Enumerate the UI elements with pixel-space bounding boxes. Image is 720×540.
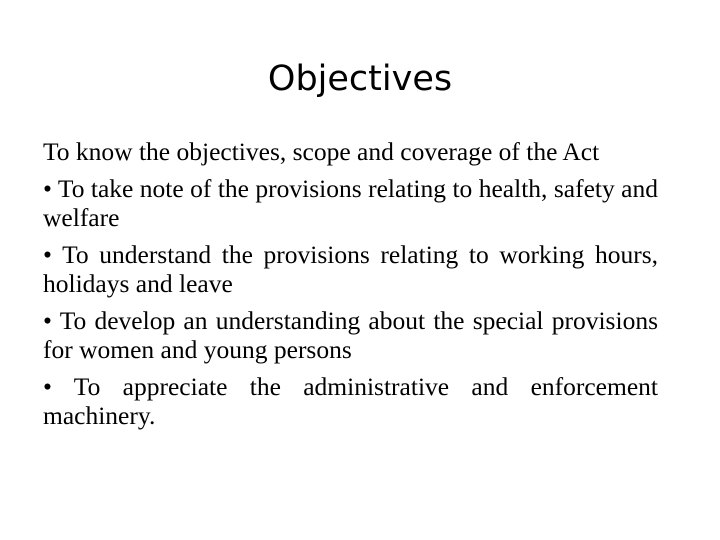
objective-intro: To know the objectives, scope and coverage of the Act: [43, 137, 600, 166]
slide-title: Objectives: [267, 59, 453, 99]
objective-item: • To take note of the provisions relating to health, safety and welfare: [43, 174, 658, 232]
slide-body: [43, 137, 658, 438]
objective-item: • To understand the provisions relating to working hours, holidays and leave: [43, 240, 658, 298]
objective-item: • To develop an understanding about the special provisions for women and young persons: [43, 306, 658, 364]
objective-item: • To appreciate the administrative and enforcement machinery.: [43, 372, 658, 430]
